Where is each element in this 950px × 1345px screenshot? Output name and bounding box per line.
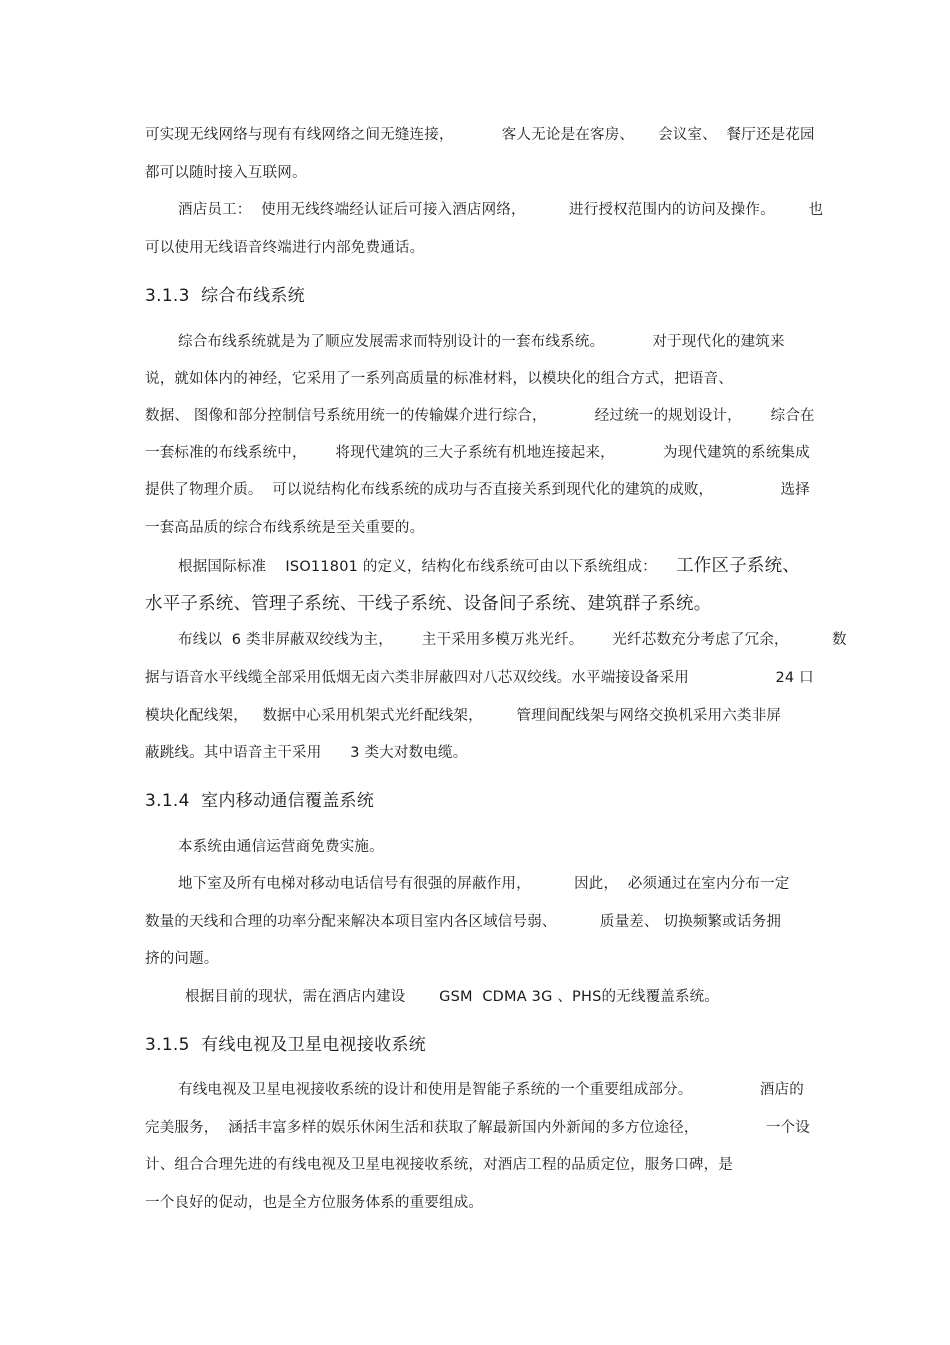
paragraph-line [178,556,800,577]
paragraph-line: 提供了物理介质。 可以说结构化布线系统的成功与否直接关系到现代化的建筑的成败， 选择 [145,482,810,498]
paragraph-line: 模块化配线架， 数据中心采用机架式光纤配线架， 管理间配线架与网络交换机采用六类非屏 [145,708,782,724]
paragraph-line: 据与语音水平线缆全部采用低烟无卤六类非屏蔽四对八芯双绞线。水平端接设备采用 24 口 [145,670,814,686]
paragraph-line: 水平子系统、管理子系统、干线子系统、设备间子系统、建筑群子系统。 [145,594,712,614]
paragraph-line: 挤的问题。 [145,951,219,967]
paragraph-line: 数据、 图像和部分控制信号系统用统一的传输媒介进行综合， 经过统一的规划设计， 综合在 [145,408,815,424]
paragraph-line: 布线以 6 类非屏蔽双绞线为主， 主干采用多模万兆光纤。 光纤芯数充分考虑了冗余， 数 [178,632,847,648]
paragraph-line: 综合布线系统就是为了顺应发展需求而特别设计的一套布线系统。 对于现代化的建筑来 [178,334,785,350]
paragraph-line: 根据目前的现状，需在酒店内建设 GSM CDMA 3G 、PHS的无线覆盖系统。 [185,989,720,1005]
section-heading-3-1-5: 3.1.5 有线电视及卫星电视接收系统 [145,1035,427,1055]
paragraph-line: 一套标准的布线系统中， 将现代建筑的三大子系统有机地连接起来， 为现代建筑的系统集成 [145,445,810,461]
paragraph-line: 地下室及所有电梯对移动电话信号有很强的屏蔽作用， 因此， 必须通过在室内分布一定 [178,876,790,892]
section-heading-3-1-3: 3.1.3 综合布线系统 [145,286,305,306]
paragraph-line: 酒店员工： 使用无线终端经认证后可接入酒店网络， 进行授权范围内的访问及操作。 也 [178,202,824,218]
paragraph-line: 有线电视及卫星电视接收系统的设计和使用是智能子系统的一个重要组成部分。 酒店的 [178,1082,804,1098]
paragraph-line: 计、组合合理先进的有线电视及卫星电视接收系统，对酒店工程的品质定位，服务口碑，是 [145,1157,733,1173]
paragraph-line: 蔽跳线。其中语音主干采用 3 类大对数电缆。 [145,745,468,761]
paragraph-line: 可实现无线网络与现有有线网络之间无缝连接， 客人无论是在客房、 会议室、 餐厅还是花园 [145,127,815,143]
emphasized-text: 工作区子系统、 [676,556,801,576]
paragraph-line: 本系统由通信运营商免费实施。 [178,839,384,855]
paragraph-line: 都可以随时接入互联网。 [145,165,307,181]
paragraph-line: 说，就如体内的神经，它采用了一系列高质量的标准材料，以模块化的组合方式，把语音、 [145,371,733,387]
paragraph-line: 一套高品质的综合布线系统是至关重要的。 [145,520,425,536]
paragraph-line: 可以使用无线语音终端进行内部免费通话。 [145,240,425,256]
paragraph-line: 完美服务， 涵括丰富多样的娱乐休闲生活和获取了解最新国内外新闻的多方位途径， 一个设 [145,1120,810,1136]
paragraph-text: 根据国际标准 ISO11801 的定义，结构化布线系统可由以下系统组成： [178,559,677,575]
section-heading-3-1-4: 3.1.4 室内移动通信覆盖系统 [145,791,375,811]
paragraph-line: 一个良好的促动，也是全方位服务体系的重要组成。 [145,1195,484,1211]
paragraph-line: 数量的天线和合理的功率分配来解决本项目室内各区域信号弱、 质量差、 切换频繁或话务拥 [145,914,782,930]
